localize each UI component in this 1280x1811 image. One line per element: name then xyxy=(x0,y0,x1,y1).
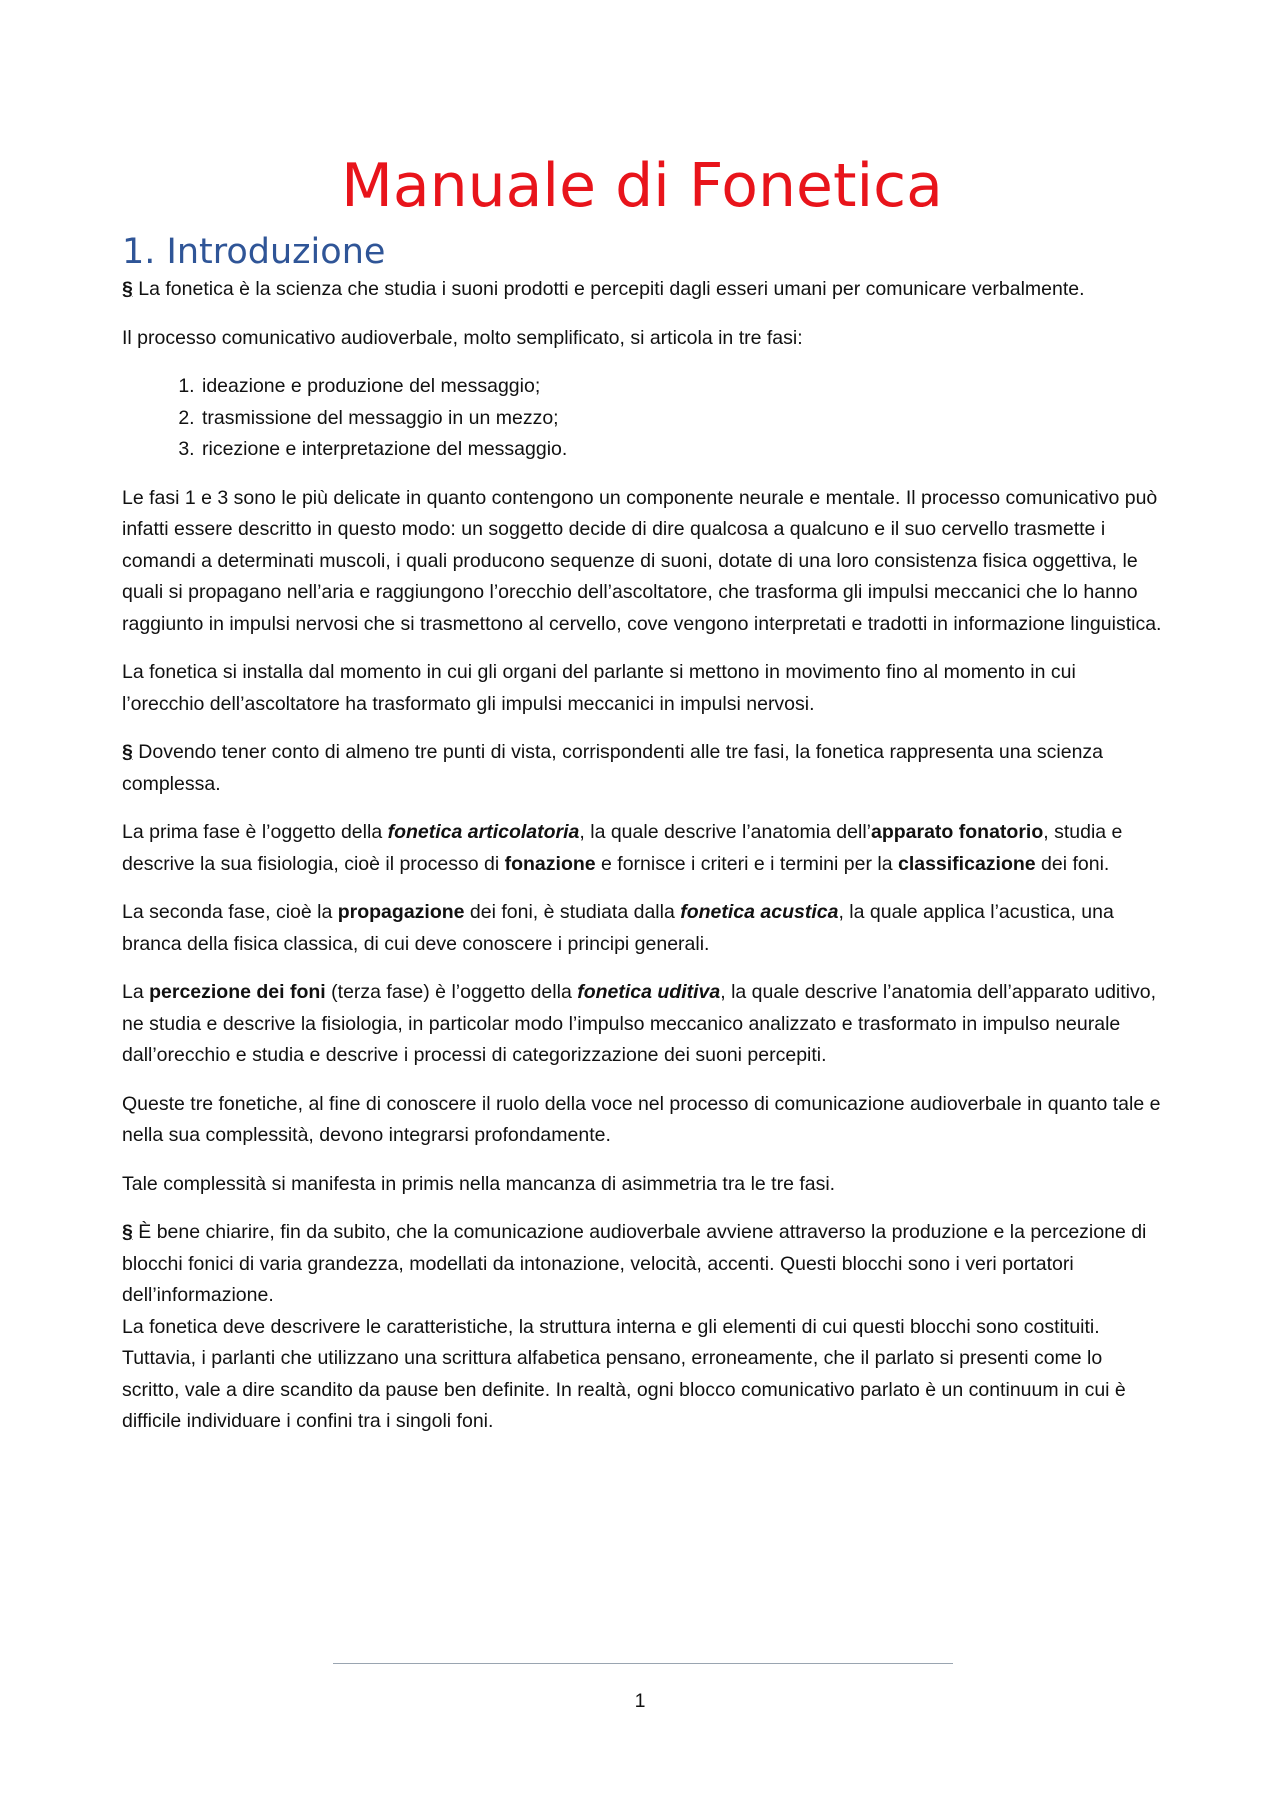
paragraph-8 xyxy=(122,977,1162,1072)
text-run: (terza fase) è l’oggetto della xyxy=(325,981,578,1003)
paragraph-5 xyxy=(122,737,1162,800)
term-fonetica-articolatoria: fonetica articolatoria xyxy=(387,821,580,843)
paragraph-12: La fonetica deve descrivere le caratteristiche, la struttura interna e gli elementi di cui questi blocchi sono costituiti. xyxy=(122,1315,1100,1338)
page-content xyxy=(122,150,1162,1455)
paragraph-11 xyxy=(122,1217,1162,1312)
list-item: 3. ricezione e interpretazione del messaggio. xyxy=(200,434,1162,466)
text-run: , studia e descrive la sua fisiologia, cioè il processo di xyxy=(122,821,1123,875)
section-mark: § xyxy=(122,1221,133,1243)
paragraph-1 xyxy=(122,274,1162,306)
term-apparato-fonatorio: apparato fonatorio xyxy=(870,821,1044,843)
term-fonetica-acustica: fonetica acustica xyxy=(680,901,839,923)
text-run: , la quale descrive l’anatomia dell’apparato uditivo, ne studia e descrive la fisiologia, in particolar modo l’impulso meccanico analizzato e trasformato in impulso neurale dall’orecchio e studia e descrive i processi di categorizzazione dei suoni percepiti. xyxy=(122,981,1157,1066)
document-title: Manuale di Fonetica xyxy=(341,151,943,221)
term-fonetica-uditiva: fonetica uditiva xyxy=(577,981,721,1003)
text-run: , la quale applica l’acustica, una branca della fisica classica, di cui deve conoscere i principi generali. xyxy=(122,901,1114,955)
paragraph-3: Le fasi 1 e 3 sono le più delicate in quanto contengono un componente neurale e mentale. Il processo comunicativo può infatti essere descritto in questo modo: un soggetto decide di dire qualcosa a qualcuno e il suo cervello trasmette i comandi a determinati muscoli, i quali producono sequenze di suoni, dotate di una loro consistenza fisica oggettiva, le quali si propagano nell’aria e raggiungono l’orecchio dell’ascoltatore, che trasforma gli impulsi meccanici che lo hanno raggiunto in impulsi nervosi che si trasmettono al cervello, cove vengono interpretati e tradotti in informazione linguistica. xyxy=(122,486,1162,635)
paragraph-10: Tale complessità si manifesta in primis nella mancanza di asimmetria tra le tre fasi. xyxy=(122,1172,836,1195)
paragraph-11-text: È bene chiarire, fin da subito, che la comunicazione audioverbale avviene attraverso la produzione e la percezione di blocchi fonici di varia grandezza, modellati da intonazione, velocità, accenti. Questi blocchi sono i veri portatori dell’informazione. xyxy=(122,1221,1147,1306)
section-mark: § xyxy=(122,741,133,763)
section-heading: 1. Introduzione xyxy=(122,232,386,272)
footer-divider xyxy=(333,1663,953,1664)
text-run: La prima fase è l’oggetto della xyxy=(122,821,388,843)
paragraph-2: Il processo comunicativo audioverbale, molto semplificato, si articola in tre fasi: xyxy=(122,326,803,349)
text-run: La xyxy=(122,981,150,1003)
list-item: 2. trasmissione del messaggio in un mezzo; xyxy=(200,403,1162,435)
text-run: La seconda fase, cioè la xyxy=(122,901,338,923)
paragraph-1-text: La fonetica è la scienza che studia i suoni prodotti e percepiti dagli esseri umani per comunicare verbalmente. xyxy=(132,278,1085,300)
text-run: e fornisce i criteri e i termini per la xyxy=(595,852,898,875)
term-classificazione: classificazione xyxy=(897,852,1036,875)
section-mark: § xyxy=(122,278,133,300)
text-run: dei foni, è studiata dalla xyxy=(464,901,681,923)
term-propagazione: propagazione xyxy=(337,901,465,923)
page-number: 1 xyxy=(634,1690,646,1712)
term-fonazione: fonazione xyxy=(504,852,596,875)
phases-list xyxy=(122,371,1162,466)
text-run: dei foni. xyxy=(1035,852,1110,875)
paragraph-13: Tuttavia, i parlanti che utilizzano una scrittura alfabetica pensano, erroneamente, che il parlato si presenti come lo scritto, vale a dire scandito da pause ben definite. In realtà, ogni blocco comunicativo parlato è un continuum in cui è difficile individuare i confini tra i singoli foni. xyxy=(122,1347,1126,1432)
paragraph-6 xyxy=(122,817,1162,880)
paragraph-4: La fonetica si installa dal momento in cui gli organi del parlante si mettono in movimento fino al momento in cui l’orecchio dell’ascoltatore ha trasformato gli impulsi meccanici in impulsi nervosi. xyxy=(122,661,1076,715)
paragraph-9: Queste tre fonetiche, al fine di conoscere il ruolo della voce nel processo di comunicazione audioverbale in quanto tale e nella sua complessità, devono integrarsi profondamente. xyxy=(122,1092,1161,1146)
paragraph-5-text: Dovendo tener conto di almeno tre punti di vista, corrispondenti alle tre fasi, la fonetica rappresenta una scienza complessa. xyxy=(122,741,1104,795)
term-percezione-dei-foni: percezione dei foni xyxy=(149,981,326,1003)
text-run: , la quale descrive l’anatomia dell’ xyxy=(579,821,871,843)
list-item: 1. ideazione e produzione del messaggio; xyxy=(200,371,1162,403)
paragraph-7 xyxy=(122,897,1162,960)
